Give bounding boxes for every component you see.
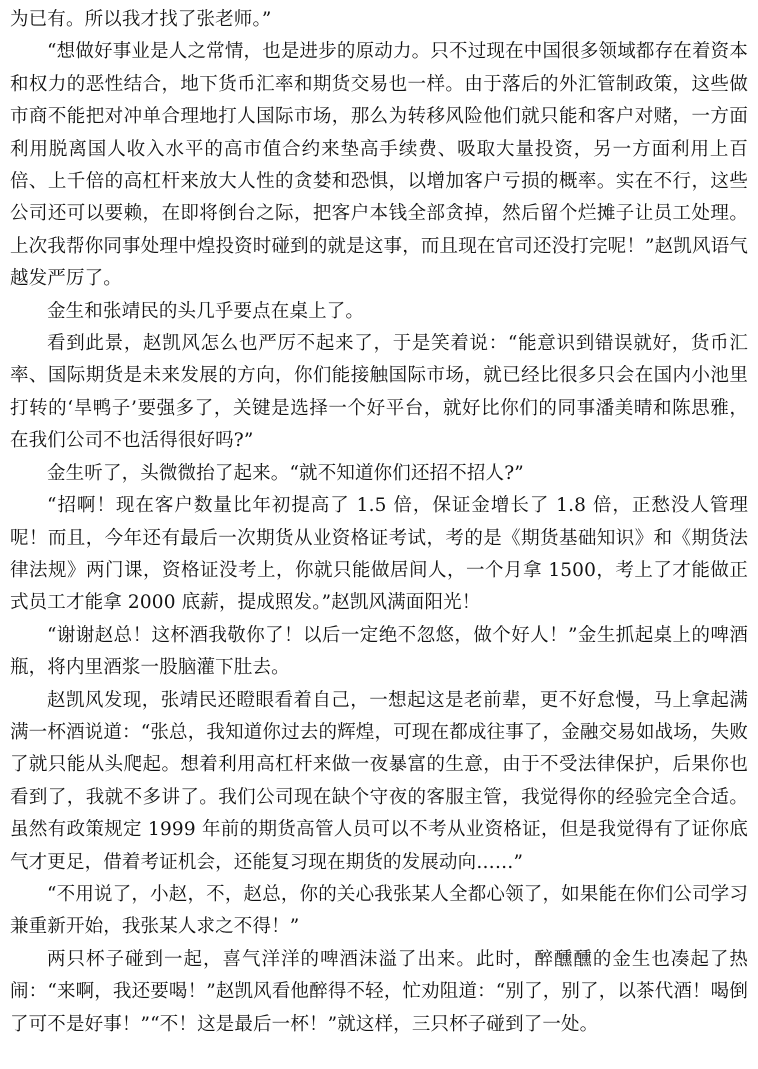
paragraph-jinsheng-asks: 金生听了，头微微抬了起来。“就不知道你们还招不招人?” [47, 462, 524, 484]
paragraph-zhang-reply: “不用说了，小赵，不，赵总，你的关心我张某人全都心领了，如果能在你们公司学习兼重新开始，我张某人求之不得！” [10, 883, 748, 938]
paragraph-cheers: 两只杯子碰到一起，喜气洋洋的啤酒沫溢了出来。此时，醉醺醺的金生也凑起了热闹：“来啊，我还要喝！”赵凯风看他醉得不轻，忙劝阻道：“别了，别了，以茶代酒！喝倒了可不是好事！”“不！这是最后一杯！”就这样，三只杯子碰到了一处。 [10, 948, 748, 1035]
paragraph-hiring-reply: “招啊！现在客户数量比年初提高了 1.5 倍，保证金增长了 1.8 倍，正愁没人管理呢！而且，今年还有最后一次期货从业资格证考试，考的是《期货基础知识》和《期货法律法规》两门课，资格证没考上，你就只能做居间人，一个月拿 1500，考上了才能做正式员工才能拿 2000 底薪，提成照发。”赵凯风满面阳光！ [10, 495, 748, 614]
paragraph-continuation: 为已有。所以我才找了张老师。” [10, 9, 272, 30]
paragraph-bowing-heads: 金生和张靖民的头几乎要点在桌上了。 [47, 300, 365, 322]
paragraph-jinsheng-toast: “谢谢赵总！这杯酒我敬你了！以后一定绝不忽悠，做个好人！”金生抓起桌上的啤酒瓶，将内里酒浆一股脑灌下肚去。 [10, 624, 748, 679]
paragraph-zhao-softens: 看到此景，赵凯风怎么也严厉不起来了，于是笑着说：“能意识到错误就好，货币汇率、国际期货是未来发展的方向，你们能接触国际市场，就已经比很多只会在国内小池里打转的‘旱鸭子’要强多了，关键是选择一个好平台，就好比你们的同事潘美晴和陈思雅，在我们公司不也活得很好吗?” [10, 333, 748, 452]
paragraph-zhao-to-zhang: 赵凯风发现，张靖民还瞪眼看着自己，一想起这是老前辈，更不好怠慢，马上拿起满满一杯酒说道：“张总，我知道你过去的辉煌，可现在都成往事了，金融交易如战场，失败了就只能从头爬起。想着利用高杠杆来做一夜暴富的生意，由于不受法律保护，后果你也看到了，我就不多讲了。我们公司现在缺个守夜的客服主管，我觉得你的经验完全合适。虽然有政策规定 1999 年前的期货高管人员可以不考从业资格证，但是我觉得有了证你底气才更足，借着考证机会，还能复习现在期货的发展动向……” [10, 689, 748, 873]
paragraph-zhao-speech: “想做好事业是人之常情，也是进步的原动力。只不过现在中国很多领域都存在着资本和权力的恶性结合，地下货币汇率和期货交易也一样。由于落后的外汇管制政策，这些做市商不能把对冲单合理地打人国际市场，那么为转移风险他们就只能和客户对赌，一方面利用脱离国人收入水平的高市值合约来垫高手续费、吸取大量投资，另一方面利用上百倍、上千倍的高杠杆来放大人性的贪婪和恐惧，以增加客户亏损的概率。实在不行，这些公司还可以要赖，在即将倒台之际，把客户本钱全部贪掉，然后留个烂摊子让员工处理。上次我帮你同事处理中煌投资时碰到的就是这事，而且现在官司还没打完呢！”赵凯风语气越发严厉了。 [10, 41, 748, 290]
